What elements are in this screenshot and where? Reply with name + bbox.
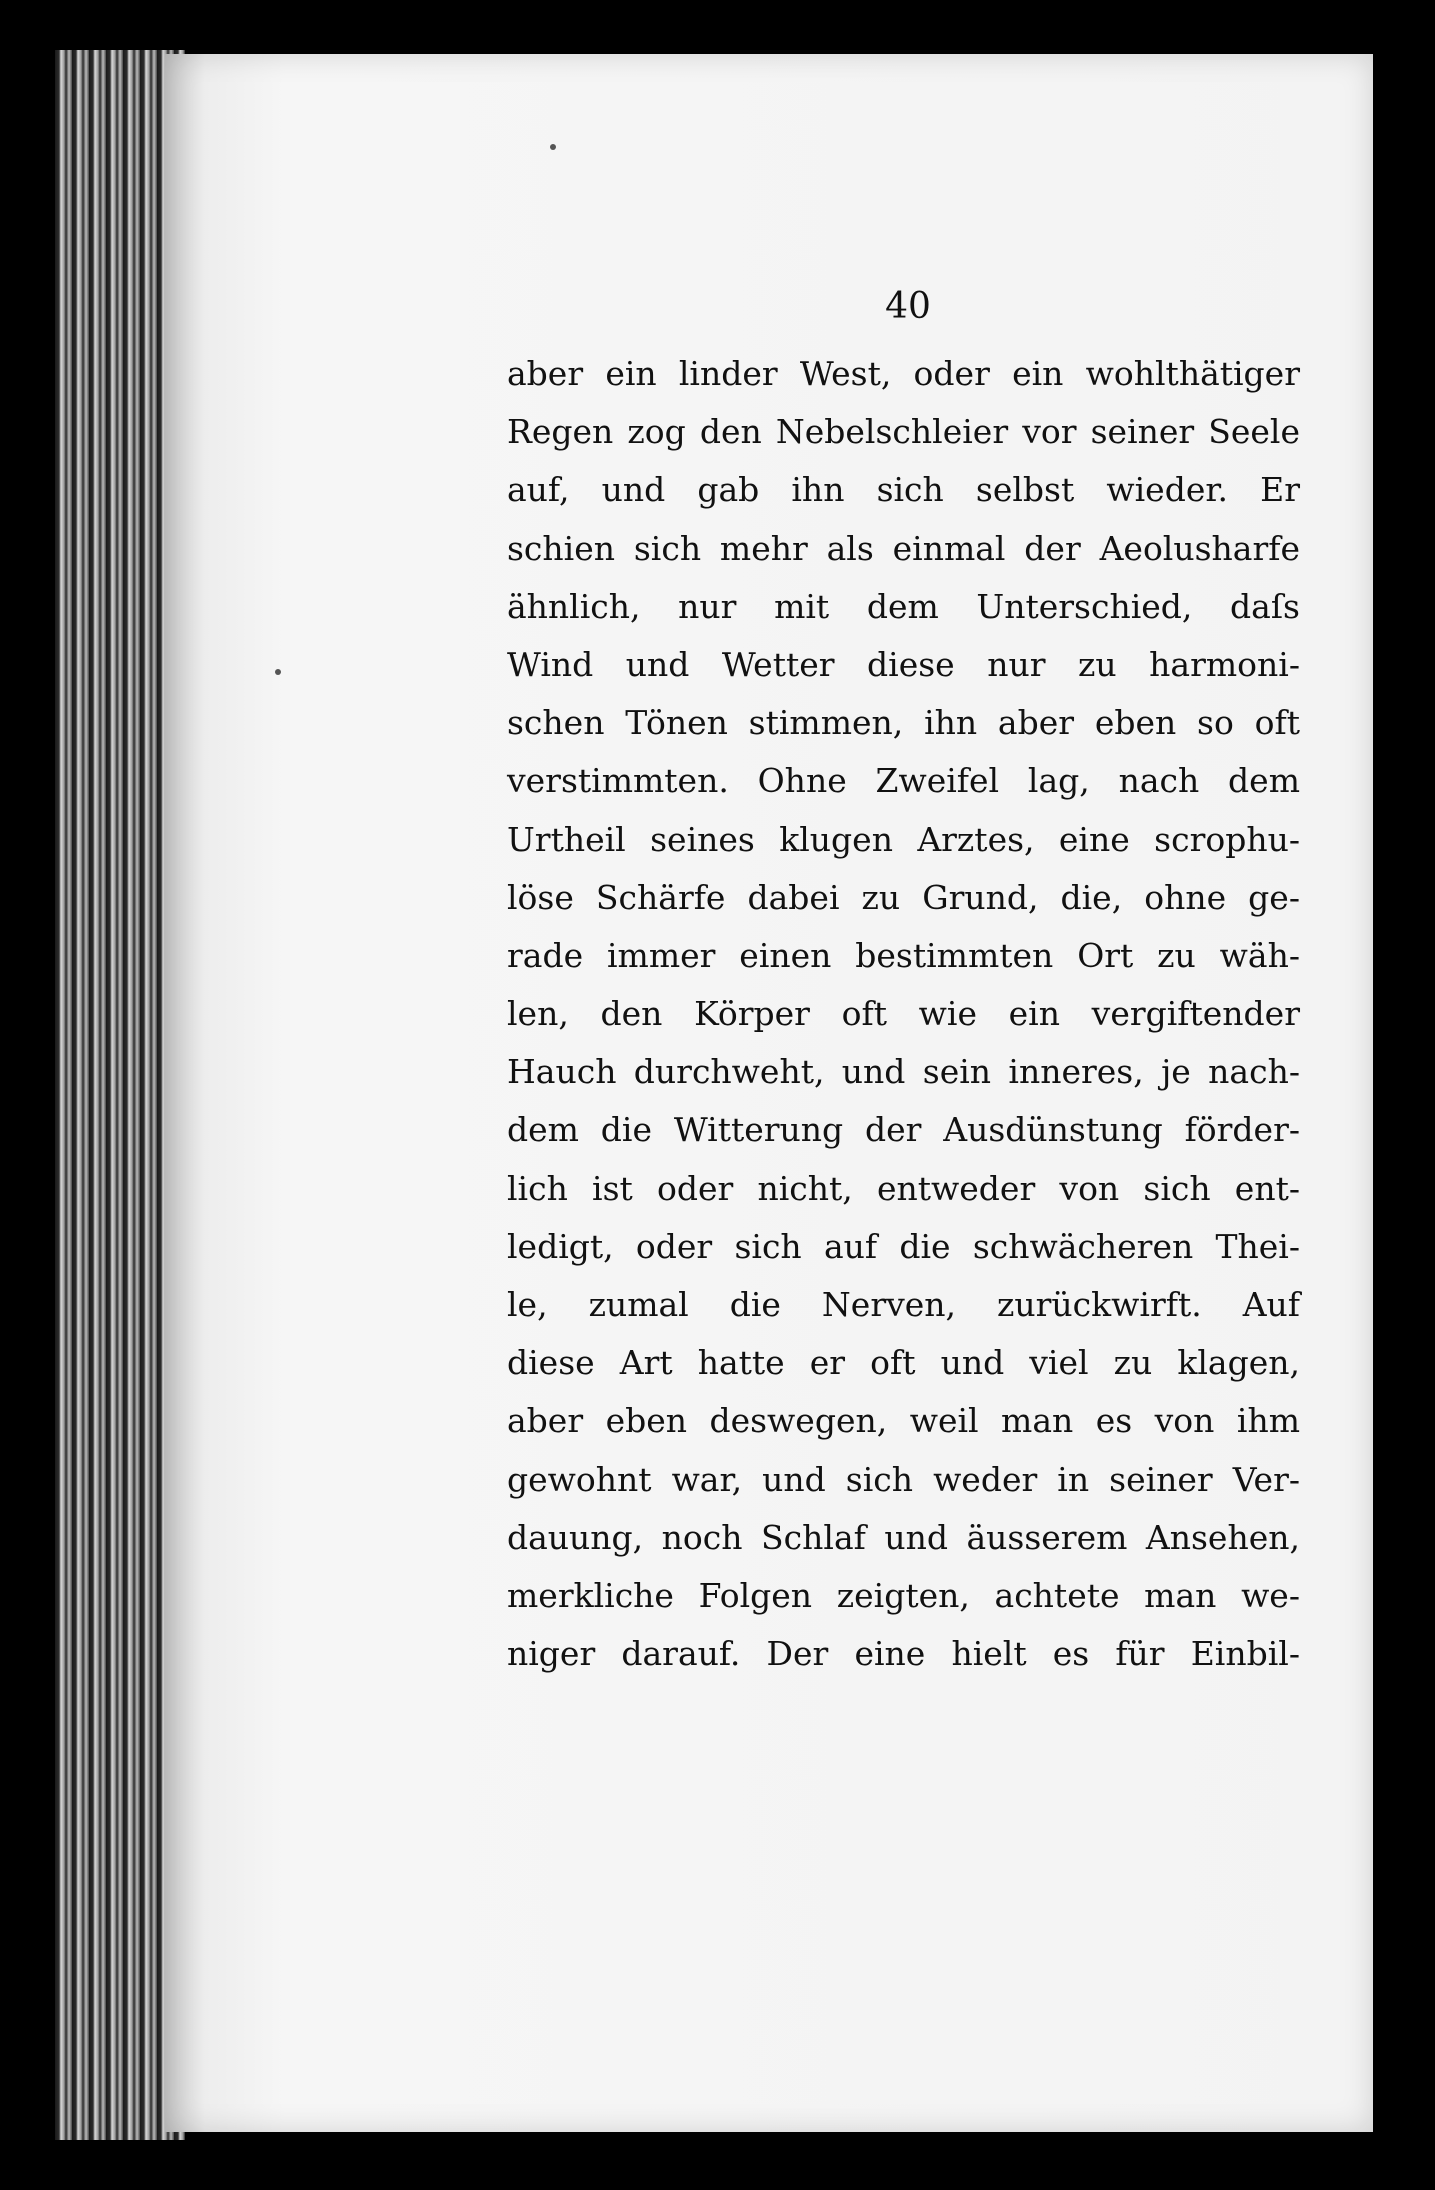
text-line: ähnlich, nur mit dem Unterschied, daſs — [507, 586, 1300, 626]
text-line: aber eben deswegen, weil man es von ihm — [507, 1401, 1300, 1441]
text-line: merkliche Folgen zeigten, achtete man we- — [507, 1575, 1300, 1615]
text-line: len, den Körper oft wie ein vergiftender — [507, 994, 1300, 1034]
text-line: niger darauf. Der eine hielt es für Einbil- — [507, 1634, 1300, 1674]
text-line: Urtheil seines klugen Arztes, eine scrophu- — [507, 819, 1300, 859]
body-text — [507, 345, 1300, 1683]
text-line: rade immer einen bestimmten Ort zu wäh- — [507, 935, 1300, 975]
text-line: le, zumal die Nerven, zurückwirft. Auf — [507, 1285, 1300, 1324]
text-line: aber ein linder West, oder ein wohlthätiger — [507, 354, 1300, 393]
text-line: Hauch durchweht, und sein inneres, je nach- — [507, 1052, 1300, 1092]
text-line: dauung, noch Schlaf und äusserem Ansehen, — [507, 1517, 1300, 1557]
ink-speck — [275, 669, 281, 675]
text-line: dem die Witterung der Ausdünstung förder- — [507, 1110, 1300, 1150]
text-line: Regen zog den Nebelschleier vor seiner Seele — [507, 412, 1300, 452]
text-line: Wind und Wetter diese nur zu harmoni- — [507, 644, 1300, 684]
text-line: schen Tönen stimmen, ihn aber eben so oft — [507, 703, 1300, 743]
text-line: auf, und gab ihn sich selbst wieder. Er — [507, 470, 1300, 510]
page-number: 40 — [885, 286, 931, 327]
text-line: verstimmten. Ohne Zweifel lag, nach dem — [507, 761, 1300, 801]
text-line: ledigt, oder sich auf die schwächeren Thei- — [507, 1226, 1300, 1266]
text-line: gewohnt war, und sich weder in seiner Ver- — [507, 1459, 1300, 1499]
text-line: schien sich mehr als einmal der Aeolusharfe — [507, 528, 1300, 568]
text-line: diese Art hatte er oft und viel zu klagen, — [507, 1343, 1300, 1383]
text-line: lich ist oder nicht, entweder von sich ent- — [507, 1168, 1300, 1208]
ink-speck — [550, 144, 556, 150]
text-line: löse Schärfe dabei zu Grund, die, ohne ge- — [507, 877, 1300, 917]
